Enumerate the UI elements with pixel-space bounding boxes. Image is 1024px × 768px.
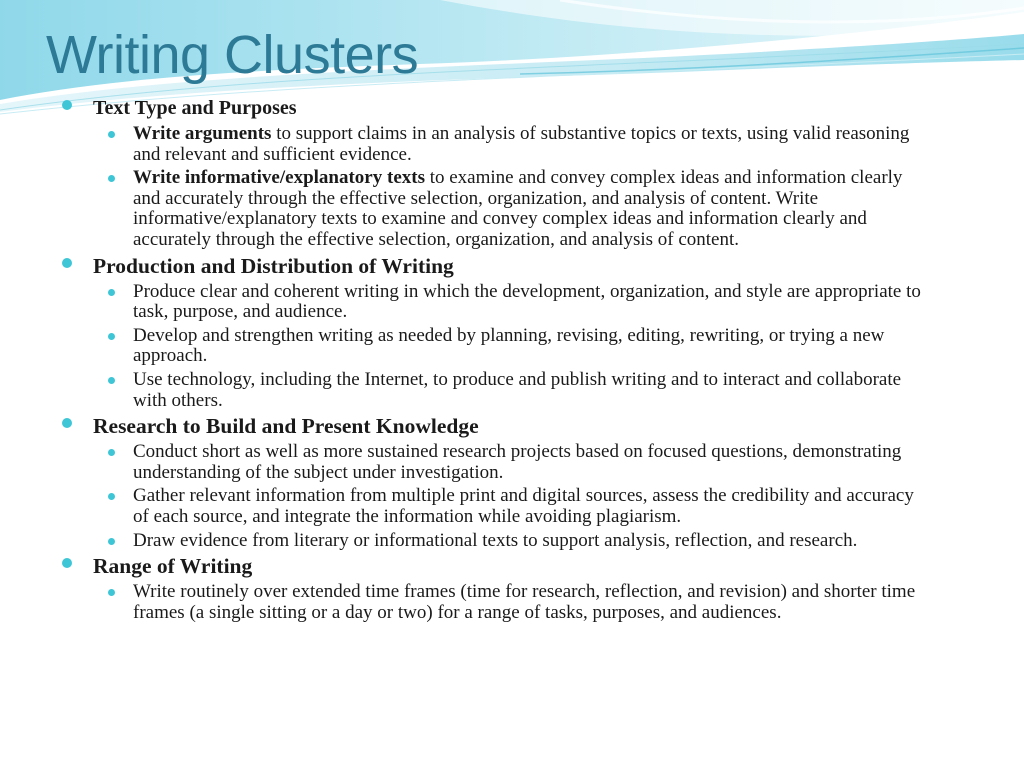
item-text: Draw evidence from literary or informational texts to support analysis, reflection, and research. xyxy=(133,529,858,551)
item-lead: Write informative/explanatory texts xyxy=(133,167,425,189)
item-list xyxy=(93,124,1024,251)
section-production-distribution xyxy=(0,253,1024,412)
item-text: Write routinely over extended time frames (time for research, reflection, and revision) and shorter time frames (a single sitting or a day or two) for a range of tasks, purposes, and audiences. xyxy=(133,581,916,623)
list-item xyxy=(93,326,933,367)
section-heading: Research to Build and Present Knowledge xyxy=(93,414,479,439)
item-text: Gather relevant information from multiple print and digital sources, assess the credibility and accuracy of each source, and integrate the information while avoiding plagiarism. xyxy=(133,485,914,527)
bullet-dot-icon xyxy=(108,589,115,596)
item-text: to support claims in an analysis of substantive topics or texts, using valid reasoning and relevant and sufficient evidence. xyxy=(133,123,910,165)
bullet-dot-icon xyxy=(108,493,115,500)
bullet-dot-icon xyxy=(108,377,115,384)
list-item xyxy=(93,370,933,411)
item-list xyxy=(93,582,1024,623)
list-item xyxy=(93,442,933,483)
bullet-dot-icon xyxy=(108,333,115,340)
list-item xyxy=(93,582,933,623)
bullet-dot-icon xyxy=(108,449,115,456)
section-text-types xyxy=(0,95,1024,251)
item-lead: Write arguments xyxy=(133,123,272,144)
item-text: Conduct short as well as more sustained research projects based on focused questions, demonstrating understanding of the subject under investigation. xyxy=(133,441,902,483)
bullet-dot-icon xyxy=(62,258,72,268)
list-item xyxy=(93,531,933,552)
section-research xyxy=(0,413,1024,551)
page-title: Writing Clusters xyxy=(46,25,419,85)
item-list xyxy=(93,282,1024,412)
section-heading: Text Type and Purposes xyxy=(93,97,297,119)
item-text: Develop and strengthen writing as needed by planning, revising, editing, rewriting, or trying a new approach. xyxy=(133,324,885,367)
bullet-dot-icon xyxy=(108,538,115,545)
bullet-dot-icon xyxy=(108,289,115,296)
item-text: Produce clear and coherent writing in which the development, organization, and style are appropriate to task, purpose, and audience. xyxy=(133,280,921,323)
bullet-dot-icon xyxy=(62,100,72,110)
bullet-dot-icon xyxy=(62,558,72,568)
section-list xyxy=(0,95,1024,623)
list-item xyxy=(93,282,933,323)
bullet-dot-icon xyxy=(108,175,115,182)
list-item xyxy=(93,486,933,527)
item-text: Use technology, including the Internet, to produce and publish writing and to interact and collaborate with others. xyxy=(133,368,902,411)
section-heading: Production and Distribution of Writing xyxy=(93,253,454,278)
item-list xyxy=(93,442,1024,551)
bullet-dot-icon xyxy=(108,131,115,138)
list-item xyxy=(93,124,933,165)
section-range-of-writing xyxy=(0,553,1024,623)
list-item xyxy=(93,168,933,250)
bullet-dot-icon xyxy=(62,418,72,428)
content-area xyxy=(0,95,1024,625)
section-heading: Range of Writing xyxy=(93,554,253,579)
item-text: to examine and convey complex ideas and information clearly and accurately through the effective selection, organization, and analysis of content. Write informative/explanatory texts to examine and convey complex ideas and information clearly and accurately through the effective selection, organization, and analysis of content. xyxy=(133,167,903,250)
